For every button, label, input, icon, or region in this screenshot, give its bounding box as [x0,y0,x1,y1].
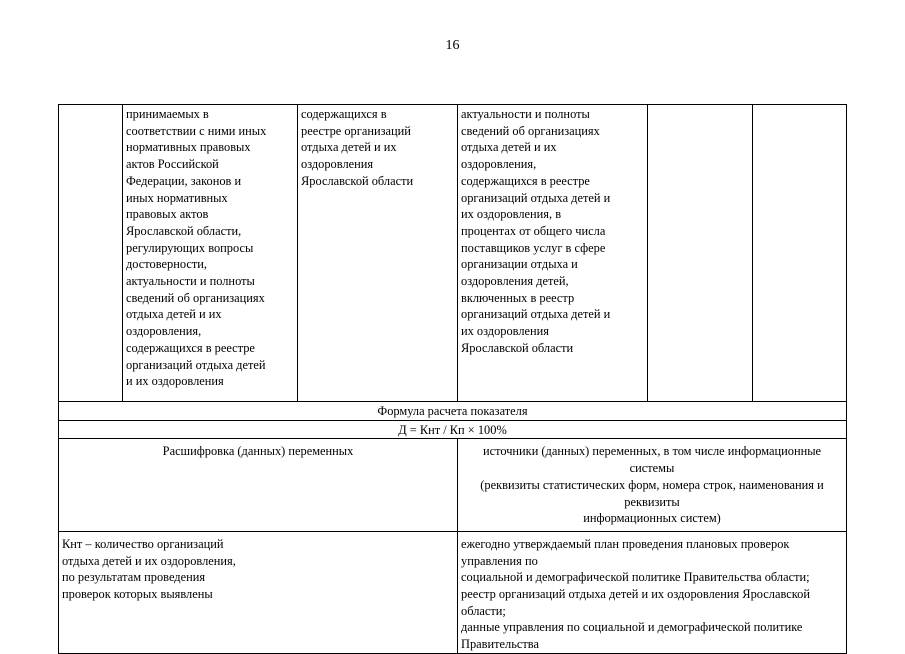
formula-row [59,420,847,439]
table-row-continuation [59,105,847,402]
table-cell-3: содержащихся в реестре организаций отдыха детей и их оздоровления Ярославской области [298,105,458,402]
table-cell-5 [648,105,753,402]
variables-header: Расшифровка (данных) переменных [59,439,458,532]
variables-header-row [59,439,847,532]
table-cell-6 [753,105,847,402]
table-cell-1 [59,105,123,402]
formula: Д = Кнт / Кп × 100% [59,420,847,439]
table-cell-4: актуальности и полноты сведений об организациях отдыха детей и их оздоровления, содержащихся в реестре организаций отдыха детей и их оздоровления, в процентах от общего числа поставщиков услуг в сфере организации отдыха и оздоровления детей, включенных в реестр организаций отдыха детей и их оздоровления Ярославской области [458,105,648,402]
variable-description: Кнт – количество организаций отдыха детей и их оздоровления, по результатам проведения проверок которых выявлены [59,531,458,653]
sources-header: источники (данных) переменных, в том числе информационные системы (реквизиты статистических форм, номера строк, наименования и реквизиты информационных систем) [458,439,847,532]
formula-title: Формула расчета показателя [59,402,847,421]
table-cell-2: принимаемых в соответствии с ними иных нормативных правовых актов Российской Федерации, законов и иных нормативных правовых актов Ярославской области, регулирующих вопросы достоверности, актуальности и полноты сведений об организациях отдыха детей и их оздоровления, содержащихся в реестре организаций отдыха детей и их оздоровления [123,105,298,402]
page-number: 16 [445,38,460,53]
variable-source: ежегодно утверждаемый план проведения плановых проверок управления по социальной и демографической политике Правительства области; реестр организаций отдыха детей и их оздоровления Ярославской области; данные управления по социальной и демографической политике Правительства [458,531,847,653]
table-row [59,531,847,653]
formula-title-row [59,402,847,421]
indicator-table [58,104,847,654]
